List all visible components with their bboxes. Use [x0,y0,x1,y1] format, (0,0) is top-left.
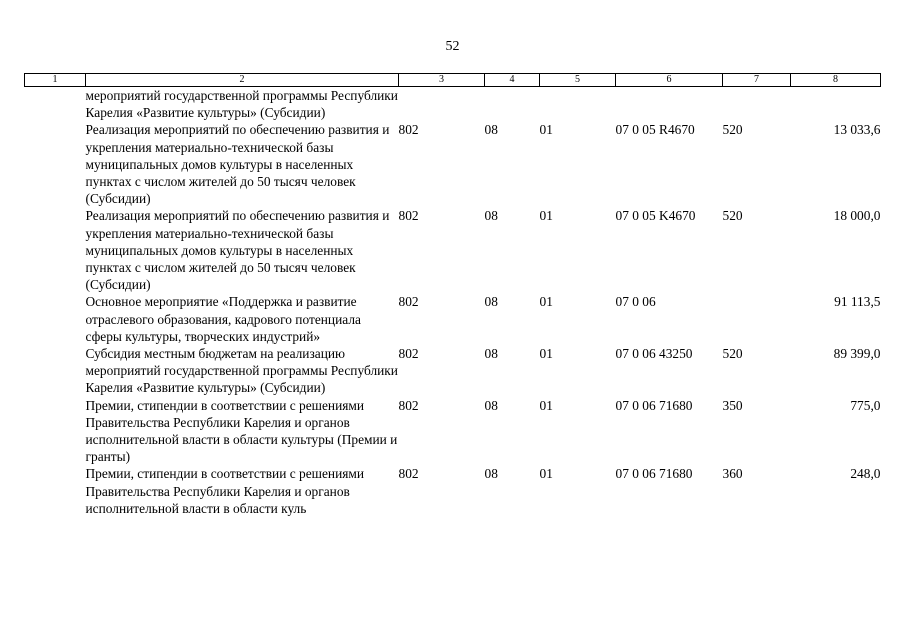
row-expense-type: 520 [722,122,743,138]
table-row [25,397,881,466]
row-name: Реализация мероприятий по обеспечению развития и укрепления материально-технической базы муниципальных домов культуры в населенных пунктах с числом жителей до 50 тысяч человек (Субсидии) [85,208,390,293]
row-sum: 13 033,6 [833,122,881,138]
table-row [25,121,881,207]
row-name: Основное мероприятие «Поддержка и развитие отраслевого образования, кадрового потенциала сферы культуры, творческих индустрий» [85,294,361,344]
row-subsection: 01 [539,208,553,224]
row-sum [791,87,881,122]
column-number-row [25,74,881,87]
column-header: 5 [540,74,616,87]
row-name: Премии, стипендии в соответствии с решениями Правительства Республики Карелия и органов исполнительной власти в области куль [85,466,365,516]
row-expense-type: 520 [722,346,743,362]
row-subsection: 01 [539,122,553,138]
budget-table-container [24,73,880,517]
row-section: 08 [484,397,498,413]
row-sum: 248,0 [850,466,881,482]
row-target-article: 07 0 06 71680 [615,466,693,482]
row-section: 08 [484,122,498,138]
row-subsection: 01 [539,346,553,362]
row-target-article [616,87,723,122]
row-name: Премии, стипендии в соответствии с решениями Правительства Республики Карелия и органов исполнительной власти в области культуры (Премии и гранты) [85,397,398,465]
row-target-article: 07 0 06 43250 [615,346,693,362]
row-expense-type [723,293,791,345]
row-admin-code: 802 [398,122,419,138]
row-section: 08 [484,466,498,482]
column-header: 6 [616,74,723,87]
row-subsection: 01 [539,397,553,413]
row-section: 08 [484,294,498,310]
column-header: 3 [399,74,485,87]
row-target-article: 07 0 06 [615,294,656,310]
page-number: 52 [445,39,460,54]
table-row [25,345,881,397]
row-expense-type: 520 [722,208,743,224]
row-sum: 89 399,0 [833,346,881,362]
row-admin-code: 802 [398,346,419,362]
row-section [485,87,540,122]
row-expense-type: 350 [722,397,743,413]
column-header: 4 [485,74,540,87]
row-section: 08 [484,346,498,362]
row-expense-type: 360 [722,466,743,482]
table-row [25,87,881,122]
row-name: мероприятий государственной программы Республики Карелия «Развитие культуры» (Субсидии) [85,88,398,121]
budget-table [24,73,881,517]
table-row [25,465,881,517]
table-row [25,293,881,345]
column-header: 1 [25,74,86,87]
column-header: 2 [86,74,399,87]
column-header: 8 [791,74,881,87]
row-admin-code [399,87,485,122]
row-name: Субсидия местным бюджетам на реализацию мероприятий государственной программы Республики Карелия «Развитие культуры» (Субсидии) [85,346,398,396]
row-sum: 775,0 [850,397,881,413]
row-target-article: 07 0 06 71680 [615,397,693,413]
row-section: 08 [484,208,498,224]
row-name: Реализация мероприятий по обеспечению развития и укрепления материально-технической базы муниципальных домов культуры в населенных пунктах с числом жителей до 50 тысяч человек (Субсидии) [85,122,390,207]
row-sum: 18 000,0 [833,208,881,224]
table-row [25,207,881,293]
row-admin-code: 802 [398,397,419,413]
column-header: 7 [723,74,791,87]
row-subsection: 01 [539,294,553,310]
row-subsection [540,87,616,122]
row-expense-type [723,87,791,122]
row-sum: 91 113,5 [834,294,881,310]
row-admin-code: 802 [398,208,419,224]
row-admin-code: 802 [398,294,419,310]
row-admin-code: 802 [398,466,419,482]
row-target-article: 07 0 05 K4670 [615,208,696,224]
row-subsection: 01 [539,466,553,482]
row-target-article: 07 0 05 R4670 [615,122,695,138]
